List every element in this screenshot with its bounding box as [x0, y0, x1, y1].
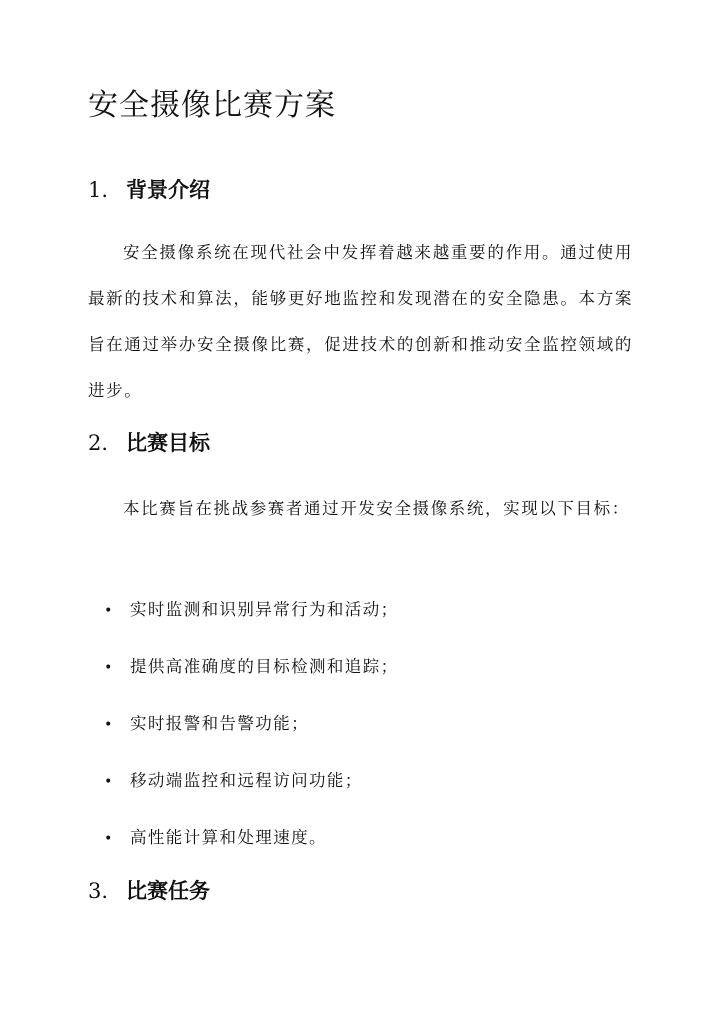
section-number: 3.: [88, 879, 109, 903]
list-item: [88, 647, 399, 704]
goal-text: 实时监测和识别异常行为和活动；: [130, 600, 399, 619]
document-title: 安全摄像比赛方案: [88, 88, 336, 123]
section-heading-goals: [88, 428, 210, 458]
section-heading-text: 比赛目标: [126, 430, 210, 455]
section-heading-background: [88, 175, 210, 205]
section-number: 1.: [88, 178, 109, 202]
goals-list: [88, 590, 399, 875]
list-item: [88, 704, 399, 761]
bullet-icon: •: [104, 660, 114, 676]
goal-text: 高性能计算和处理速度。: [130, 828, 327, 847]
list-item: [88, 761, 399, 818]
section-heading-text: 背景介绍: [126, 177, 210, 202]
bullet-icon: •: [104, 603, 114, 619]
goals-intro-paragraph: 本比赛旨在挑战参赛者通过开发安全摄像系统，实现以下目标：: [123, 499, 630, 518]
bullet-icon: •: [104, 774, 114, 790]
goal-text: 实时报警和告警功能；: [130, 714, 309, 733]
bullet-icon: •: [104, 717, 114, 733]
section-number: 2.: [88, 431, 109, 455]
background-paragraph: 安全摄像系统在现代社会中发挥着越来越重要的作用。通过使用最新的技术和算法，能够更好地监控和发现潜在的安全隐患。本方案旨在通过举办安全摄像比赛，促进技术的创新和推动安全监控领域的进步。: [88, 243, 633, 400]
section-heading-text: 比赛任务: [126, 878, 210, 903]
list-item: [88, 590, 399, 647]
list-item: [88, 818, 399, 875]
goal-text: 提供高准确度的目标检测和追踪；: [130, 657, 399, 676]
bullet-icon: •: [104, 831, 114, 847]
goal-text: 移动端监控和远程访问功能；: [130, 771, 363, 790]
section-heading-tasks: [88, 876, 210, 906]
